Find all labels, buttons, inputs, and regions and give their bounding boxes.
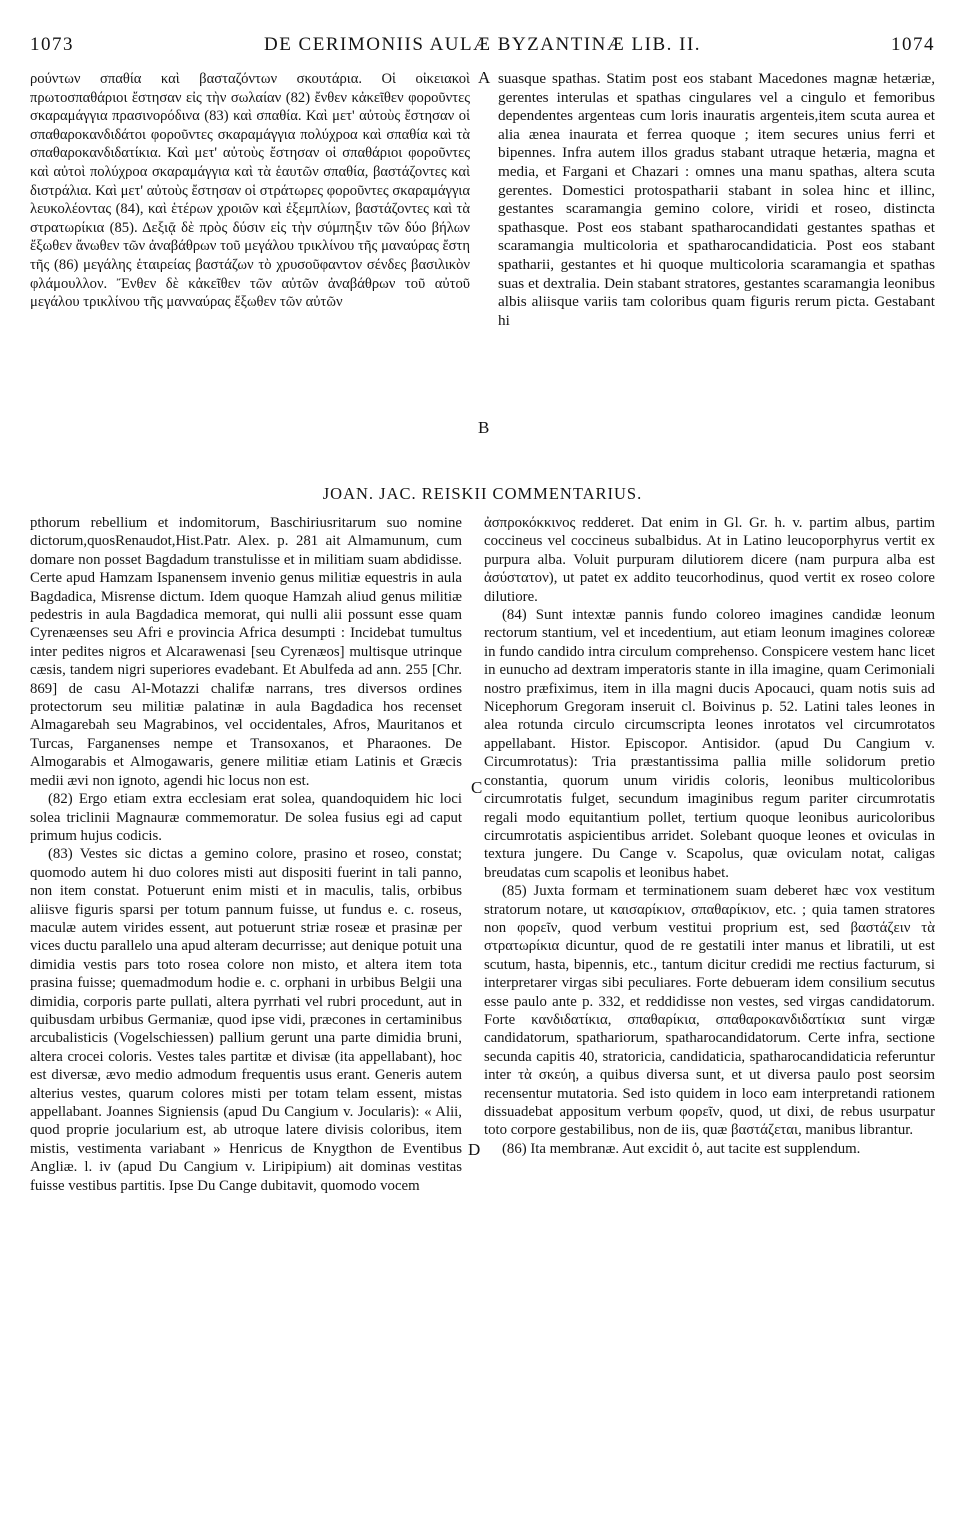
running-header [30,34,935,60]
commentary-note-85: (85) Juxta formam et terminationem suam deberet hæc vox vestitum stratorum notare, ut καισαρίκιον, σπαθαρίκιον, etc. ; quia tamen stratores non φορεῖν, quod verbum vestitui proprium est, sed βαστάζειν τὰ στρατωρίκια dicuntur, quod de re gestatili inter manus et libratili, ut est scutum, hasta, bipennis, etc., tantum dicitur credidi me rectius facturum, si interpretarer virgas sibi peculiares. Forte debueram idem consilium secutus esse paulo ante p. 332, et reddidisse non vestes, sed virgas candidatorum. Forte κανδιδατίκια, σπαθαρίκια, σπαθαροκανδιδατίκια sunt virgæ candidatorum, spathariorum, spatharocandidatorum. Certe infra, sectione secunda capitis 40, stratoricia, candidaticia, spatharocandidaticia referuntur inter τὰ σκεύη, a quibus diversa sunt, et ut diversa paulo post seorsim recensentur mutatoria. Sed isto quidem in loco eam interpretandi rationem dissuadebat appositum verbum φορεῖν, quod, ut dixi, de rebus usurpatur toto corpore gestabilibus, non de iis, quæ βαστάζεται, manibus librantur. [484,883,935,1139]
latin-text: suasque spathas. Statim post eos stabant Macedones magnæ hetæriæ, gerentes interulas et spathas cingulares vel a cingulo et femoribus dependentes argenteas cum loris inauratis argenteis,item scuta aurea et alia ænea inaurata et ferrea quoque ; item secures unius ferri et bipennes. Infra autem illos gradus stabant utraque hetæria, magna et media, et Fargani et Chazari : omnes una manu spathas, altera scuta gerentes. Domestici protospatharii stabant in solea hinc et illinc, gestantes scaramangia gemino colore, viridi et roseo, distincta spathasque. Post eos stabant spatharocandidati gestantes spathas et scaramangia multicoloria et spatharocandidaticia. Post eos stabant spatharii, gestantes et hi quoque multicoloria scaramangia et spathas suas et dextralia. Dein stabant stratores, gestantes scaramangia leonibus albis aliisque variis tam coloribus quam figuris rerum picta. Gestabant hi [498,70,935,329]
latin-text-column [498,70,935,330]
commentary-note-84: (84) Sunt intextæ pannis fundo coloreo imagines candidæ leonum rectorum stantium, vel et incedentium, aut etiam leonum imagines coloreæ in fundo candido intra circulum comprehenso. Conspicere vestem hanc licet in eunucho ad dextram imperatoris stante in illa imagine, quam Cerimoniali nostro præfiximus, item in illa magni ducis Apocauci, quam notis suis ad Nicephorum Gregoram inseruit cl. Boivinus p. 52. Latini tales leones in alea rotunda circulo circumscripta leones inrotatos vel circumrotatos appellabant. Histor. Episcopor. Antisidor. (apud Du Cangium v. Circumrotatus): Tria præstantissima pallia mille solidorum pretio constantia, quorum unum viridis coloris, leonibus multicoloribus circumrotatis fulget, secundum imaginibus regum pariter circumrotatis regali modo equitantium pollet, tertium quoque leonibus auricoloribus circumrotatis aspicientibus arridet. Solebant quoque leones et oviculas in textura jungere. Du Cange v. Scapolus, quæ oviculam notat, caligas breudatas cum scapolis et leonibus habet. [484,607,935,881]
commentary-note-82: (82) Ergo etiam extra ecclesiam erat solea, quandoquidem hic loci solea triclinii Magnauræ commemoratur. De solea fusius egi ad caput primum hujus codicis. [30,791,462,844]
commentary-note-83: (83) Vestes sic dictas a gemino colore, prasino et roseo, constat; quomodo autem hi duo colores misti aut dispositi fuerint in tali panno, non item constat. Potuerunt enim misti et in maculis, talis, orbibus aliisve figuris sparsi per totum pannum fuisse, ut fundus e. c. roseus, maculæ autem virides essent, aut potuerunt striæ roseæ et prasinæ per vices ductu parallelo una apud alteram decurrisse; aut denique potuit una dimidia vestis pars toto rosea colore non misto, et altera item tota prasina fuisse; quemadmodum hodie e. c. orphani in urbibus Belgii una dimidia, corporis parte pullati, altera pyrrhati vel rubri procedunt, aut in quibusdam urbibus Germaniæ, quod ipse vidi, præcones in certaminibus arcubalisticis (Vogelschiessen) pallium gerunt una parte dimidia bruni, altera crocei coloris. Vestes tales partitæ et divisæ (ita appellabant), hoc est diversæ, ævo medio admodum frequentis usus erant. Generis autem alterius vestes, quarum colores misti per totam telam essent, mistas appellabant. Joannes Signiensis (apud Du Cangium v. Jocularis): « Alii, quod proprie jocularium est, ab utroque latere divisis coloribus, item mistis, vestimenta variabant » Henricus de Knygthon de Eventibus Angliæ. l. iv (apud Du Cangium v. Liripipium) ait dominas vestitas fuisse vestibus partitis. Ipse Du Cange dubitavit, quomodo vocem [30,846,462,1194]
commentary-paragraph: pthorum rebellium et indomitorum, Baschiriusritarum suo nomine dictorum,quosRenaudot,Hist.Patr. Alex. p. 281 ait Almamunum, cum domare non posset Bagdadum transtulisse et in militiam suam abdidisse. Certe apud Hamzam Ispanensem invenio genus militiæ equestris in aula Bagdadica, Misrense dictum. Idem quoque Hamzah aliud genus militiæ pedestris in aula Bagdadica memorat, qui nulli alii possunt esse quam Cyrenæenses seu Afri e provincia Africa desumpti : Incidebat tumultus inter pedites nigros et Alcarawenasi [seu Cyrenæos] multisque utrinque cæsis, tandem nigri superiores evadebant. Et Abulfeda ad ann. 255 [Chr. 869] de casu Al-Motazzi chalifæ narrans, tres diversos ordines protectorum seu militiæ palatinæ in aula Bagdadica hos recenset Almagarebah seu Magrabinos, vel occidentales, Afros, Mauritanos et Turcas, Farganenses nempe et Transoxanos, et Pharaones. De Almogarabis et Almogawaris, genere militiæ etiam Latinis et Græcis medii ævi non ignoto, agendi hic locus non est. [30,515,462,789]
commentary-note-86: (86) Ita membranæ. Aut excidit ὁ, aut tacite est supplendum. [502,1140,861,1157]
commentary-right-column [484,514,935,1158]
commentary-left-column [30,514,462,1195]
margin-letter-d: D [468,1140,481,1159]
page-number-right: 1074 [891,34,935,55]
margin-letter-a: A [478,68,491,87]
greek-text-column [30,70,470,312]
page-number-left: 1073 [30,34,74,55]
margin-letter-b: B [478,418,490,437]
margin-letter-c: C [471,778,483,797]
commentary-paragraph: ἀσπροκόκκινος redderet. Dat enim in Gl. Gr. h. v. partim albus, partim coccineus vel coccineus subalbidus. At in Latino leucoporphyrus vertit ex purpura alba. Voluit purpuram dilutiorem dicere (nam purpura alba est ἀσύστατον), ut patet ex addito teucorhodinus, quod vertit ex roseo colore dilutiore. [484,515,935,605]
greek-text: ρούντων σπαθία καὶ βασταζόντων σκουτάρια. Οἱ οἰκειακοὶ πρωτοσπαθάριοι ἔστησαν εἰς τὴν σωλαίαν (82) ἔνθεν κἀκεῖθεν φοροῦντες σκαραμάγγια πρασινορόδινα (83) καὶ σπαθία. Καὶ μετ' αὐτοὺς ἔστησαν οἱ σπαθαροκανδιδάτοι φοροῦντες σκαραμάγγια πολύχροα καὶ σπαθία καὶ τὰ σπαθαροκανδιδατίκια. Καὶ μετ' αὐτοὺς ἔστησαν οἱ σπαθάριοι φοροῦντες καὶ αὐτοὶ πολύχροα σκαραμάγγια καὶ τὰ ἑαυτῶν σπαθία, βαστάζοντες καὶ διστράλια. Καὶ μετ' αὐτοὺς ἔστησαν οἱ στράτωρες φοροῦντες σκαραμάγγια λευκολέοντας (84), καὶ ἑτέρων χροιῶν καὶ ἐξεμπλίων, βαστάζοντες καὶ τὰ στρατωρίκια (85). Δεξιᾷ δὲ πρὸς δύσιν εἰς τὴν σύμπηξιν τῶν δύο βήλων ἔξωθεν ἄνωθεν τῶν ἀναβάθρων τοῦ μεγάλου τρικλίνου τῆς μαναύρας ἔστη τῆς (86) μεγάλης ἑταιρείας βαστάζων τὸ χρυσοῦφαντον σένδες βασιλικὸν φλάμουλλον. Ἔνθεν δὲ κἀκεῖθεν τῶν αὐτῶν ἀναβάθρων τοῦ αὐτοῦ μεγάλου τρικλίνου τῆς μανναύρας ἔξωθεν τῶν αὐτῶν [30,71,470,311]
commentary-title: JOAN. JAC. REISKII COMMENTARIUS. [322,484,643,503]
running-title: DE CERIMONIIS AULÆ BYZANTINÆ LIB. II. [263,34,702,55]
